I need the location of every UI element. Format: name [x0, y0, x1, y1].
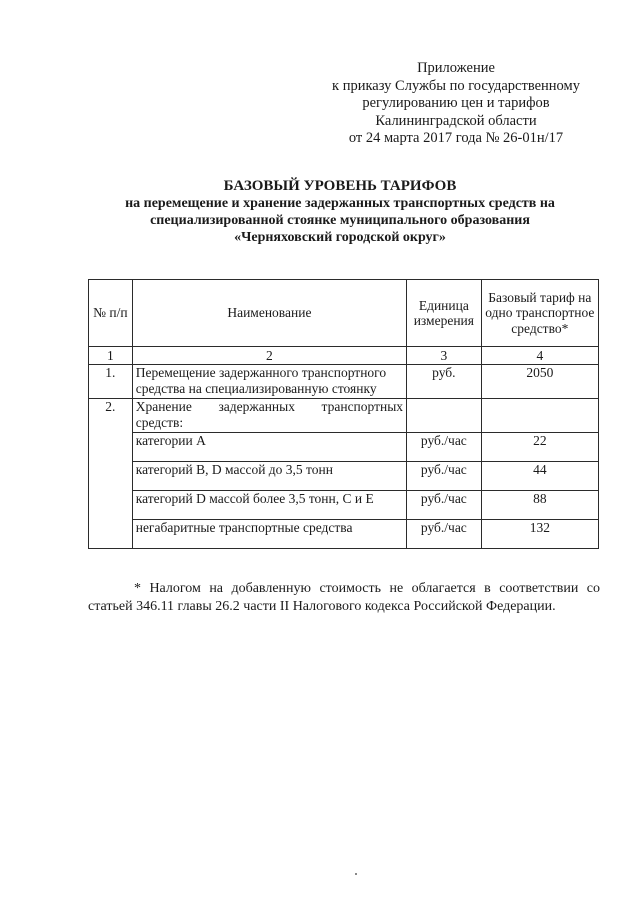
row-name: категории А	[132, 433, 406, 462]
vat-footnote: * Налогом на добавленную стоимость не облагается в соответствии со статьей 346.11 главы 26.2 части II Налогового кодекса Российской Федерации.	[88, 581, 600, 614]
appendix-line: Приложение	[417, 60, 495, 76]
row-name: категорий D массой более 3,5 тонн, С и Е	[132, 491, 406, 520]
title-sub-line: «Черняховский городской округ»	[234, 230, 446, 245]
row-value: 132	[481, 520, 598, 549]
column-number: 1	[89, 347, 133, 365]
header-tariff: Базовый тариф на одно транспортное средство*	[481, 280, 598, 347]
appendix-line: к приказу Службы по государственному	[332, 77, 580, 94]
row-unit: руб./час	[407, 433, 482, 462]
scan-speck	[355, 873, 357, 875]
row-unit	[407, 399, 482, 433]
appendix-line: от 24 марта 2017 года № 26-01н/17	[348, 130, 564, 146]
row-number: 1.	[89, 365, 133, 399]
column-number: 3	[407, 347, 482, 365]
tariff-table	[88, 279, 599, 549]
table-row	[89, 520, 599, 549]
header-name: Наименование	[132, 280, 406, 347]
appendix-line: Калининградской области	[375, 112, 537, 129]
table-row	[89, 365, 599, 399]
table-row	[89, 491, 599, 520]
row-name: Перемещение задержанного транспортного средства на специализированную стоянку	[132, 365, 406, 399]
row-unit: руб./час	[407, 462, 482, 491]
row-value: 22	[481, 433, 598, 462]
row-name: негабаритные транспортные средства	[132, 520, 406, 549]
table-row	[89, 462, 599, 491]
appendix-line: регулированию цен и тарифов	[362, 95, 550, 111]
table-header-row	[89, 280, 599, 347]
row-unit: руб.	[407, 365, 482, 399]
title-sub-line: специализированной стоянке муниципального образования	[150, 213, 530, 228]
column-number: 2	[132, 347, 406, 365]
document-title	[60, 177, 620, 246]
row-unit: руб./час	[407, 491, 482, 520]
row-unit: руб./час	[407, 520, 482, 549]
row-value: 2050	[481, 365, 598, 399]
table-row	[89, 399, 599, 433]
column-number: 4	[481, 347, 598, 365]
header-unit: Единица измерения	[407, 280, 482, 347]
table-row	[89, 433, 599, 462]
title-main: БАЗОВЫЙ УРОВЕНЬ ТАРИФОВ	[223, 178, 457, 194]
row-value	[481, 399, 598, 433]
row-name: категорий В, D массой до 3,5 тонн	[132, 462, 406, 491]
row-number: 2.	[89, 399, 133, 549]
row-value: 44	[481, 462, 598, 491]
column-number-row	[89, 347, 599, 365]
row-value: 88	[481, 491, 598, 520]
row-name: Хранение задержанных транспортных средств:	[132, 399, 406, 433]
title-sub-line: на перемещение и хранение задержанных транспортных средств на	[125, 196, 555, 211]
header-number: № п/п	[89, 280, 133, 347]
appendix-block	[318, 60, 594, 148]
